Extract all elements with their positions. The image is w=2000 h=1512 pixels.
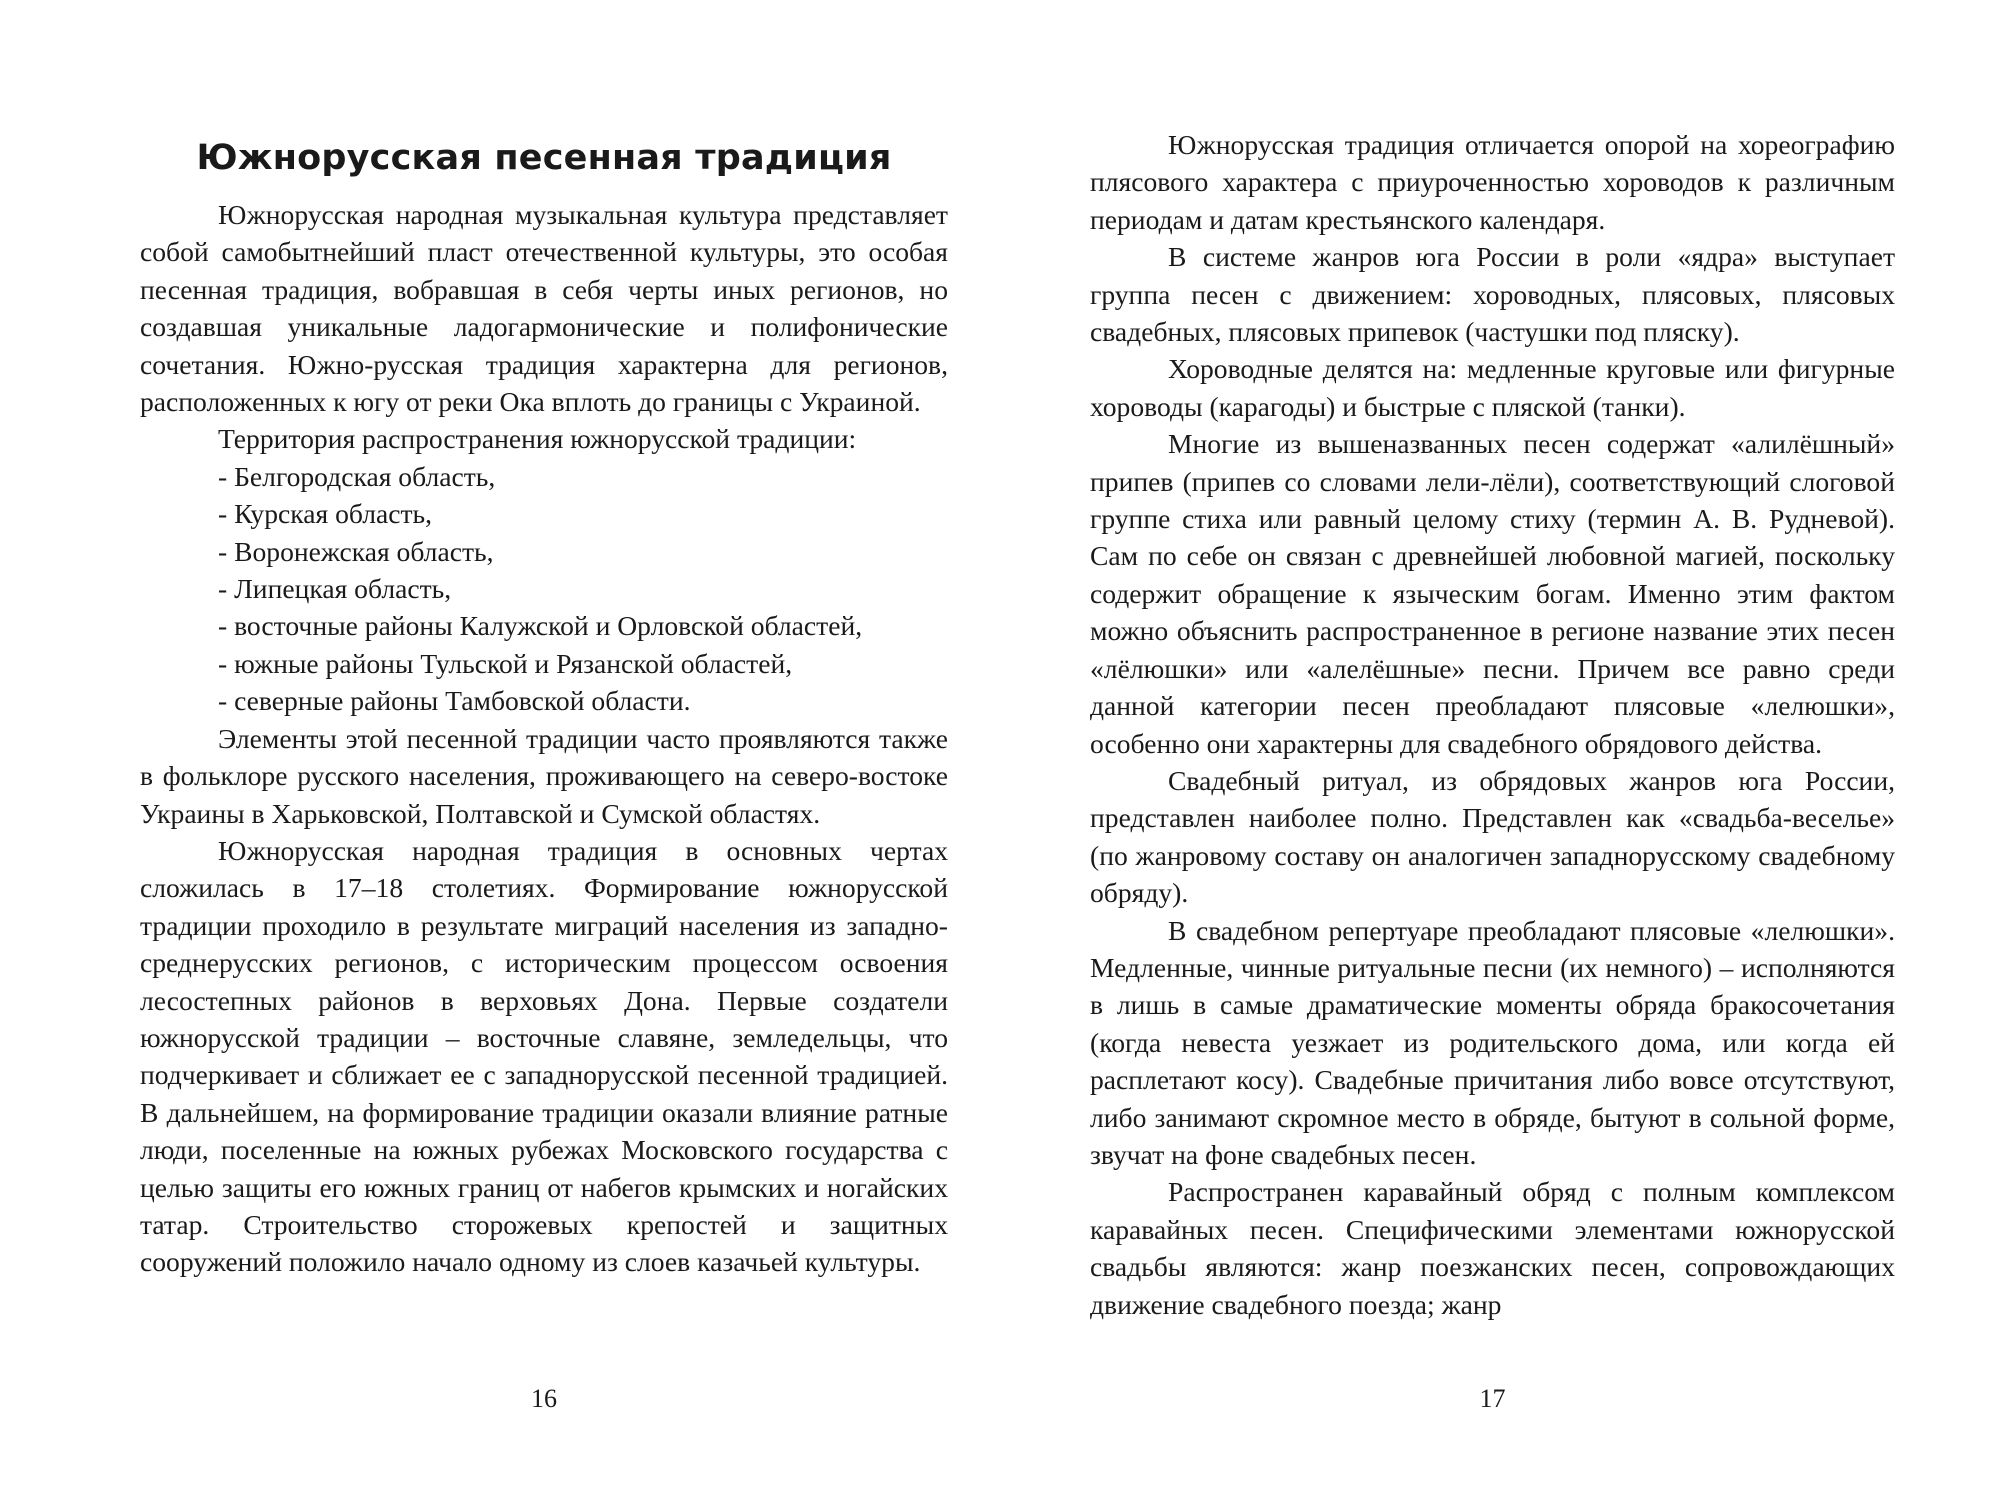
paragraph: Распространен каравайный обряд с полным комплексом каравайных песен. Специфическими элементами южнорусской свадьбы являются: жанр поезжанских песен, сопровождающих движение свадебного поезда; жанр xyxy=(1090,1176,1895,1320)
list-item: - северные районы Тамбовской области. xyxy=(218,685,691,717)
left-page xyxy=(140,0,948,1512)
list-item: - Белгородская область, xyxy=(218,460,496,492)
list-item: - Воронежская область, xyxy=(218,535,494,567)
paragraph: Южнорусская народная традиция в основных чертах сложилась в 17–18 столетиях. Формирование южнорусской традиции проходило в результате миграций населения из западно-среднерусских регионов, с историческим процессом освоения лесостепных районов в верховьях Дона. Первые создатели южнорусской традиции – восточные славяне, земледельцы, что подчеркивает и сближает ее с западнорусской песенной традицией. В дальнейшем, на формирование традиции оказали влияние ратные люди, поселенные на южных рубежах Московского государства с целью защиты его южных границ от набегов крымских и ногайских татар. Строительство сторожевых крепостей и защитных сооружений положило начало одному из слоев казачьей культуры. xyxy=(140,834,948,1278)
list-item: - южные районы Тульской и Рязанской областей, xyxy=(218,647,793,679)
right-page xyxy=(1090,0,1895,1512)
regions-list xyxy=(140,458,948,720)
paragraph: В свадебном репертуаре преобладают плясовые «лелюшки». Медленные, чинные ритуальные песни (их немного) – исполняются в лишь в самые драматические моменты обряда бракосочетания (когда невеста уезжает из родительского дома, или когда ей расплетают косу). Свадебные причитания либо вовсе отсутствуют, либо занимают скромное место в обряде, бытуют в сольной форме, звучат на фоне свадебных песен. xyxy=(1090,914,1895,1170)
right-page-text xyxy=(1090,126,1895,1323)
paragraph: Многие из вышеназванных песен содержат «алилёшный» припев (припев со словами лели-лёли), соответствующий слоговой группе стиха или равный целому стиху (термин А. В. Рудневой). Сам по себе он связан с древнейшей любовной магией, поскольку содержит обращение к языческим богам. Именно этим фактом можно объяснить распространенное в регионе название этих песен «лёлюшки» или «алелёшные» песни. Причем все равно среди данной категории песен преобладают плясовые «лелюшки», особенно они характерны для свадебного обрядового действа. xyxy=(1090,428,1895,759)
paragraph: Южнорусская традиция отличается опорой на хореографию плясового характера с приуроченностью хороводов к различным периодам и датам крестьянского календаря. xyxy=(1090,129,1895,235)
paragraph: Хороводные делятся на: медленные круговые или фигурные хороводы (карагоды) и быстрые с пляской (танки). xyxy=(1090,353,1895,422)
page-number: 17 xyxy=(1479,1384,1506,1413)
paragraph: В системе жанров юга России в роли «ядра» выступает группа песен с движением: хороводных, плясовых, плясовых свадебных, плясовых припевок (частушки под пляску). xyxy=(1090,241,1895,348)
paragraph: Свадебный ритуал, из обрядовых жанров юга России, представлен наиболее полно. Представлен как «свадьба-веселье» (по жанровому составу он аналогичен западнорусскому свадебному обряду). xyxy=(1090,764,1895,909)
page-number: 16 xyxy=(531,1384,557,1413)
list-item: - Липецкая область, xyxy=(218,573,452,605)
left-page-text xyxy=(140,196,948,1281)
paragraph: Южнорусская народная музыкальная культура представляет собой самобытнейший пласт отечественной культуры, это особая песенная традиция, вобравшая в себя черты иных регионов, но создавшая уникальные ладогармонические и полифонические сочетания. Южно-русская традиция характерна для регионов, расположенных к югу от реки Ока вплоть до границы с Украиной. xyxy=(140,199,948,418)
paragraph: Элементы этой песенной традиции часто проявляются также в фольклоре русского населения, проживающего на северо-востоке Украины в Харьковской, Полтавской и Сумской областях. xyxy=(140,722,948,829)
paragraph: Территория распространения южнорусской традиции: xyxy=(218,423,857,455)
list-item: - Курская область, xyxy=(218,498,433,530)
list-item: - восточные районы Калужской и Орловской областей, xyxy=(218,610,863,642)
chapter-title: Южнорусская песенная традиция xyxy=(196,138,892,178)
